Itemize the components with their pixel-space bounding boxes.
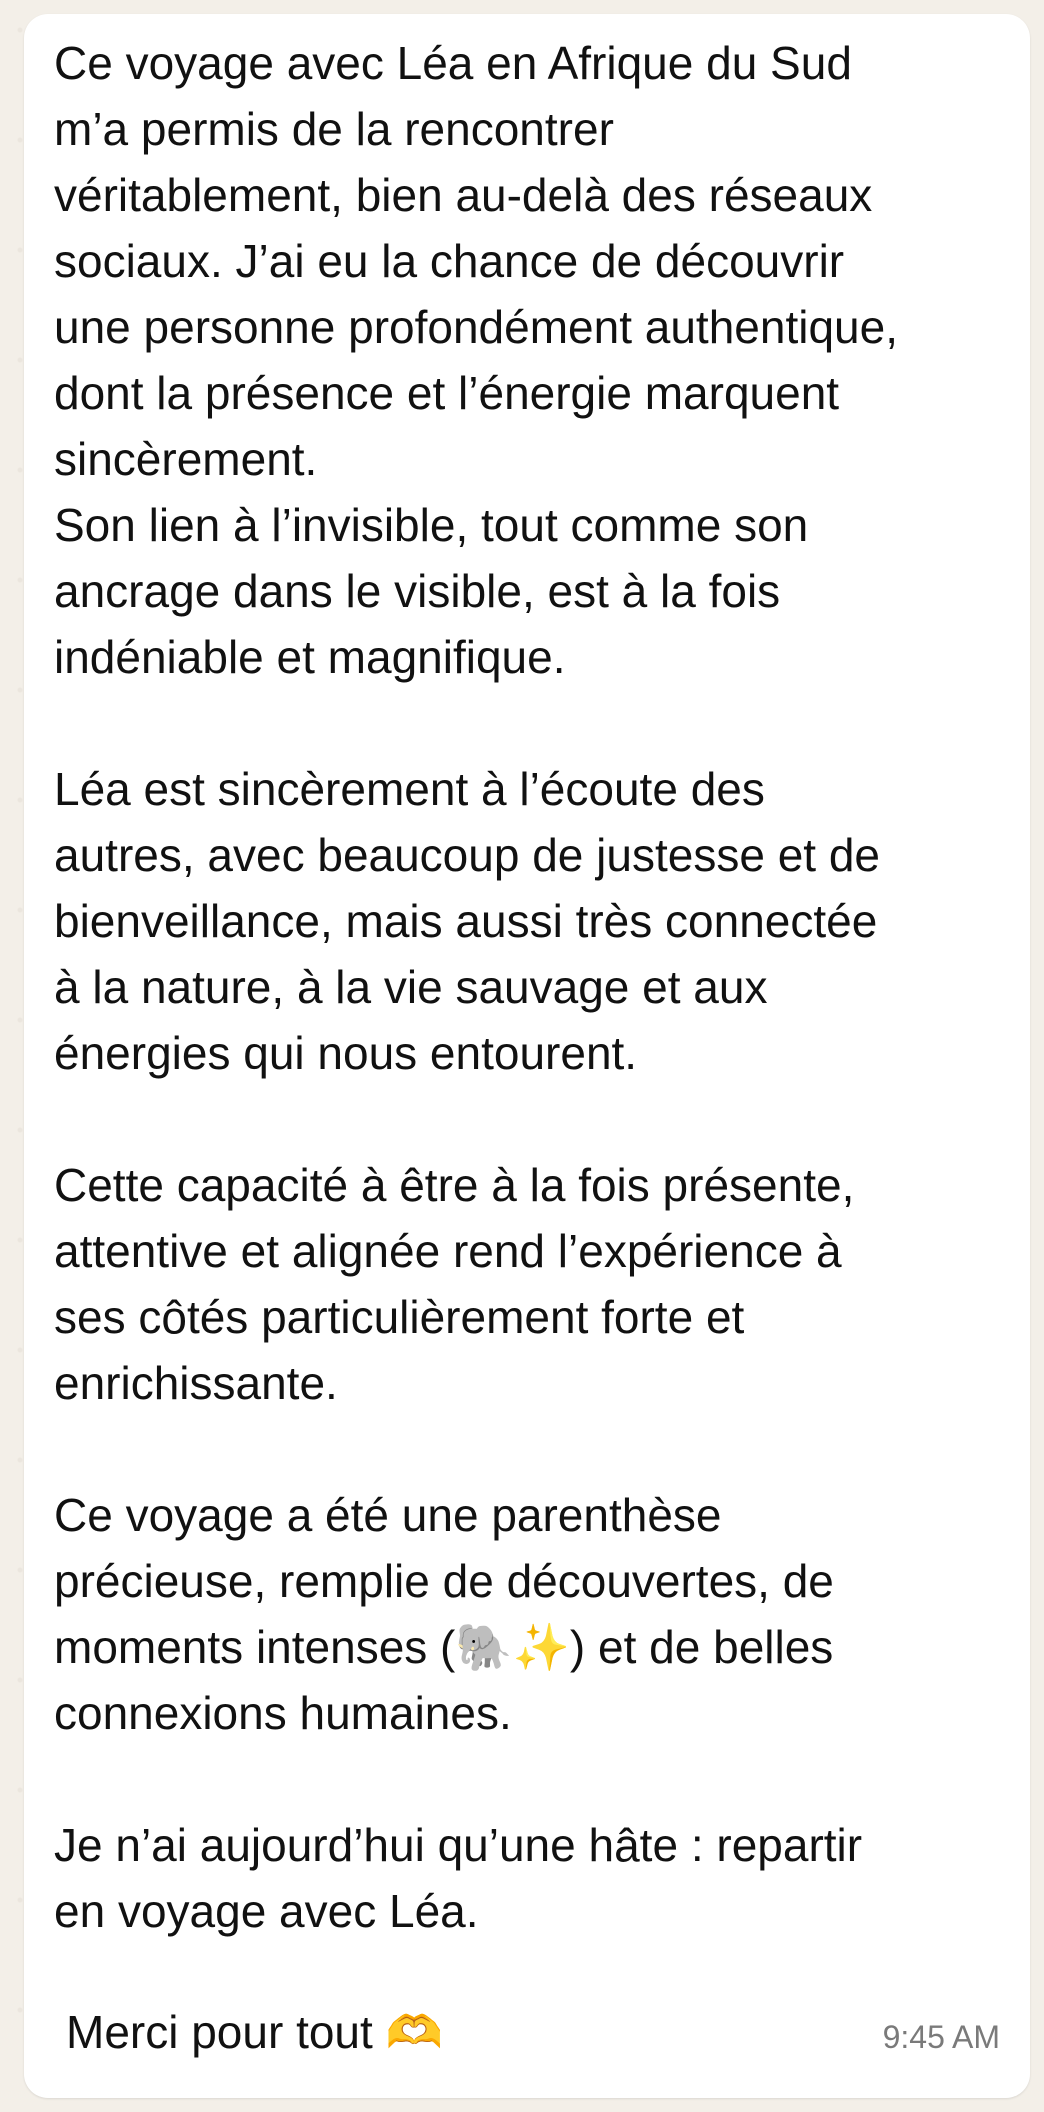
message-bubble[interactable]	[24, 14, 1030, 2098]
message-body: Ce voyage avec Léa en Afrique du Sud m’a permis de la rencontrer véritablement, bien au-delà des réseaux sociaux. J’ai eu la chance de découvrir une personne profondément authentique, dont la présence et l’énergie marquent sincèrement. Son lien à l’invisible, tout comme son ancrage dans le visible, est à la fois indéniable et magnifique. Léa est sincèrement à l’écoute des autres, avec beaucoup de justesse et de bienveillance, mais aussi très connectée à la nature, à la vie sauvage et aux énergies qui nous entourent. Cette capacité à être à la fois présente, attentive et alignée rend l’expérience à ses côtés particulièrement forte et enrichissante. Ce voyage a été une parenthèse précieuse, remplie de découvertes, de moments intenses (🐘✨) et de belles connexions humaines. Je n’ai aujourd’hui qu’une hâte : repartir en voyage avec Léa.	[54, 37, 898, 1937]
message-timestamp: 9:45 AM	[882, 2019, 1000, 2055]
message-closing-line: Merci pour tout 🫶	[66, 2006, 443, 2058]
